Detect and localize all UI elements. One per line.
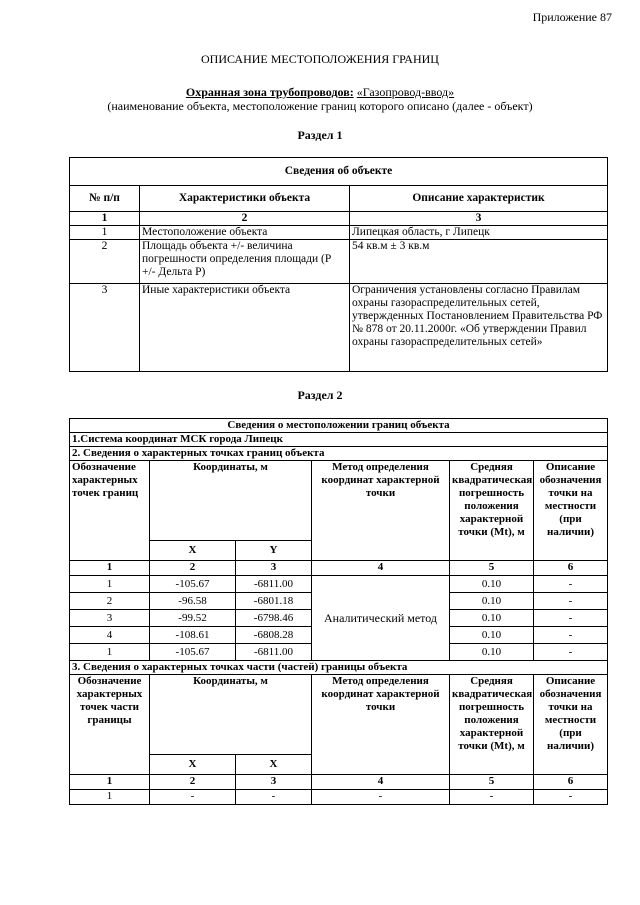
- point-y: -6811.00: [236, 576, 312, 593]
- subsection-title: 3. Сведения о характерных точках части (частей) границы объекта: [70, 661, 608, 675]
- point-description: -: [534, 790, 608, 805]
- table-row: [70, 226, 608, 240]
- point-number: 1: [70, 644, 150, 661]
- row-number: 2: [70, 240, 140, 284]
- row-number: 1: [70, 226, 140, 240]
- header-x: X: [150, 541, 236, 561]
- point-y: -6798.46: [236, 610, 312, 627]
- zone-note: (наименование объекта, местоположение границ которого описано (далее - объект): [107, 99, 533, 113]
- column-number: 5: [450, 775, 534, 790]
- row-number: 3: [70, 284, 140, 372]
- header-x: X: [150, 755, 236, 775]
- point-number: 2: [70, 593, 150, 610]
- column-header: Характеристики объекта: [140, 186, 350, 212]
- point-error: 0.10: [450, 576, 534, 593]
- point-description: -: [534, 644, 608, 661]
- column-number: 6: [534, 775, 608, 790]
- table-row: [70, 284, 608, 372]
- point-x: -108.61: [150, 627, 236, 644]
- column-number: 4: [312, 775, 450, 790]
- table-title: Сведения о местоположении границ объекта: [70, 419, 608, 433]
- zone-label: Охранная зона трубопроводов:: [185, 85, 354, 99]
- point-number: 3: [70, 610, 150, 627]
- column-number: 3: [236, 775, 312, 790]
- column-number: 4: [312, 561, 450, 576]
- column-number: 6: [534, 561, 608, 576]
- point-y: -6808.28: [236, 627, 312, 644]
- point-number: 4: [70, 627, 150, 644]
- column-number: 2: [150, 561, 236, 576]
- point-y: -: [236, 790, 312, 805]
- table-row: [70, 240, 608, 284]
- boundary-table: [69, 418, 608, 805]
- point-error: 0.10: [450, 610, 534, 627]
- characteristic-value: Ограничения установлены согласно Правилам охраны газораспределительных сетей, утвержденных Постановлением Правительства РФ № 878 от 20.11.2000г. «Об утверждении Правил охраны газораспределительных сетей»: [350, 284, 608, 372]
- table-title: Сведения об объекте: [70, 158, 608, 186]
- header-designation: Обозначение характерных точек части границы: [70, 675, 150, 775]
- point-number: 1: [70, 790, 150, 805]
- characteristic-value: Липецкая область, г Липецк: [350, 226, 608, 240]
- table-row: [70, 790, 608, 805]
- header-error: Средняя квадратическая погрешность положения характерной точки (Mt), м: [450, 461, 534, 561]
- header-description: Описание обозначения точки на местности (при наличии): [534, 461, 608, 561]
- column-number: 5: [450, 561, 534, 576]
- header-designation: Обозначение характерных точек границ: [70, 461, 150, 561]
- zone-line: [0, 85, 640, 100]
- column-number: 2: [140, 212, 350, 226]
- header-method: Метод определения координат характерной точки: [312, 461, 450, 561]
- header-coordinates: Координаты, м: [150, 461, 312, 541]
- header-x: X: [236, 755, 312, 775]
- column-number: 3: [236, 561, 312, 576]
- point-description: -: [534, 576, 608, 593]
- zone-value: «Газопровод-ввод»: [356, 85, 455, 99]
- header-method: Метод определения координат характерной точки: [312, 675, 450, 775]
- point-method: -: [312, 790, 450, 805]
- point-x: -: [150, 790, 236, 805]
- point-y: -6811.00: [236, 644, 312, 661]
- section2-title: Раздел 2: [297, 388, 343, 402]
- column-number: 2: [150, 775, 236, 790]
- point-x: -99.52: [150, 610, 236, 627]
- point-description: -: [534, 593, 608, 610]
- characteristic-name: Местоположение объекта: [140, 226, 350, 240]
- header-description: Описание обозначения точки на местности (при наличии): [534, 675, 608, 775]
- header-error: Средняя квадратическая погрешность положения характерной точки (Mt), м: [450, 675, 534, 775]
- column-header: Описание характеристик: [350, 186, 608, 212]
- document-title: ОПИСАНИЕ МЕСТОПОЛОЖЕНИЯ ГРАНИЦ: [201, 52, 439, 66]
- point-description: -: [534, 610, 608, 627]
- appendix-number: Приложение 87: [532, 10, 612, 24]
- point-x: -96.58: [150, 593, 236, 610]
- column-number: 1: [70, 561, 150, 576]
- point-x: -105.67: [150, 576, 236, 593]
- point-error: 0.10: [450, 644, 534, 661]
- point-error: 0.10: [450, 627, 534, 644]
- method-cell: Аналитический метод: [312, 576, 450, 661]
- header-coordinates: Координаты, м: [150, 675, 312, 755]
- characteristic-name: Площадь объекта +/- величина погрешности определения площади (Р +/- Дельта Р): [140, 240, 350, 284]
- table-row: [70, 576, 608, 593]
- object-info-table: [69, 157, 608, 372]
- column-number: 3: [350, 212, 608, 226]
- coordinate-system: 1.Система координат МСК города Липецк: [70, 433, 608, 447]
- point-number: 1: [70, 576, 150, 593]
- header-y: Y: [236, 541, 312, 561]
- point-error: 0.10: [450, 593, 534, 610]
- point-y: -6801.18: [236, 593, 312, 610]
- point-description: -: [534, 627, 608, 644]
- point-error: -: [450, 790, 534, 805]
- point-x: -105.67: [150, 644, 236, 661]
- subsection-title: 2. Сведения о характерных точках границ объекта: [70, 447, 608, 461]
- characteristic-name: Иные характеристики объекта: [140, 284, 350, 372]
- column-header: № п/п: [70, 186, 140, 212]
- column-number: 1: [70, 775, 150, 790]
- characteristic-value: 54 кв.м ± 3 кв.м: [350, 240, 608, 284]
- section1-title: Раздел 1: [297, 128, 343, 142]
- column-number: 1: [70, 212, 140, 226]
